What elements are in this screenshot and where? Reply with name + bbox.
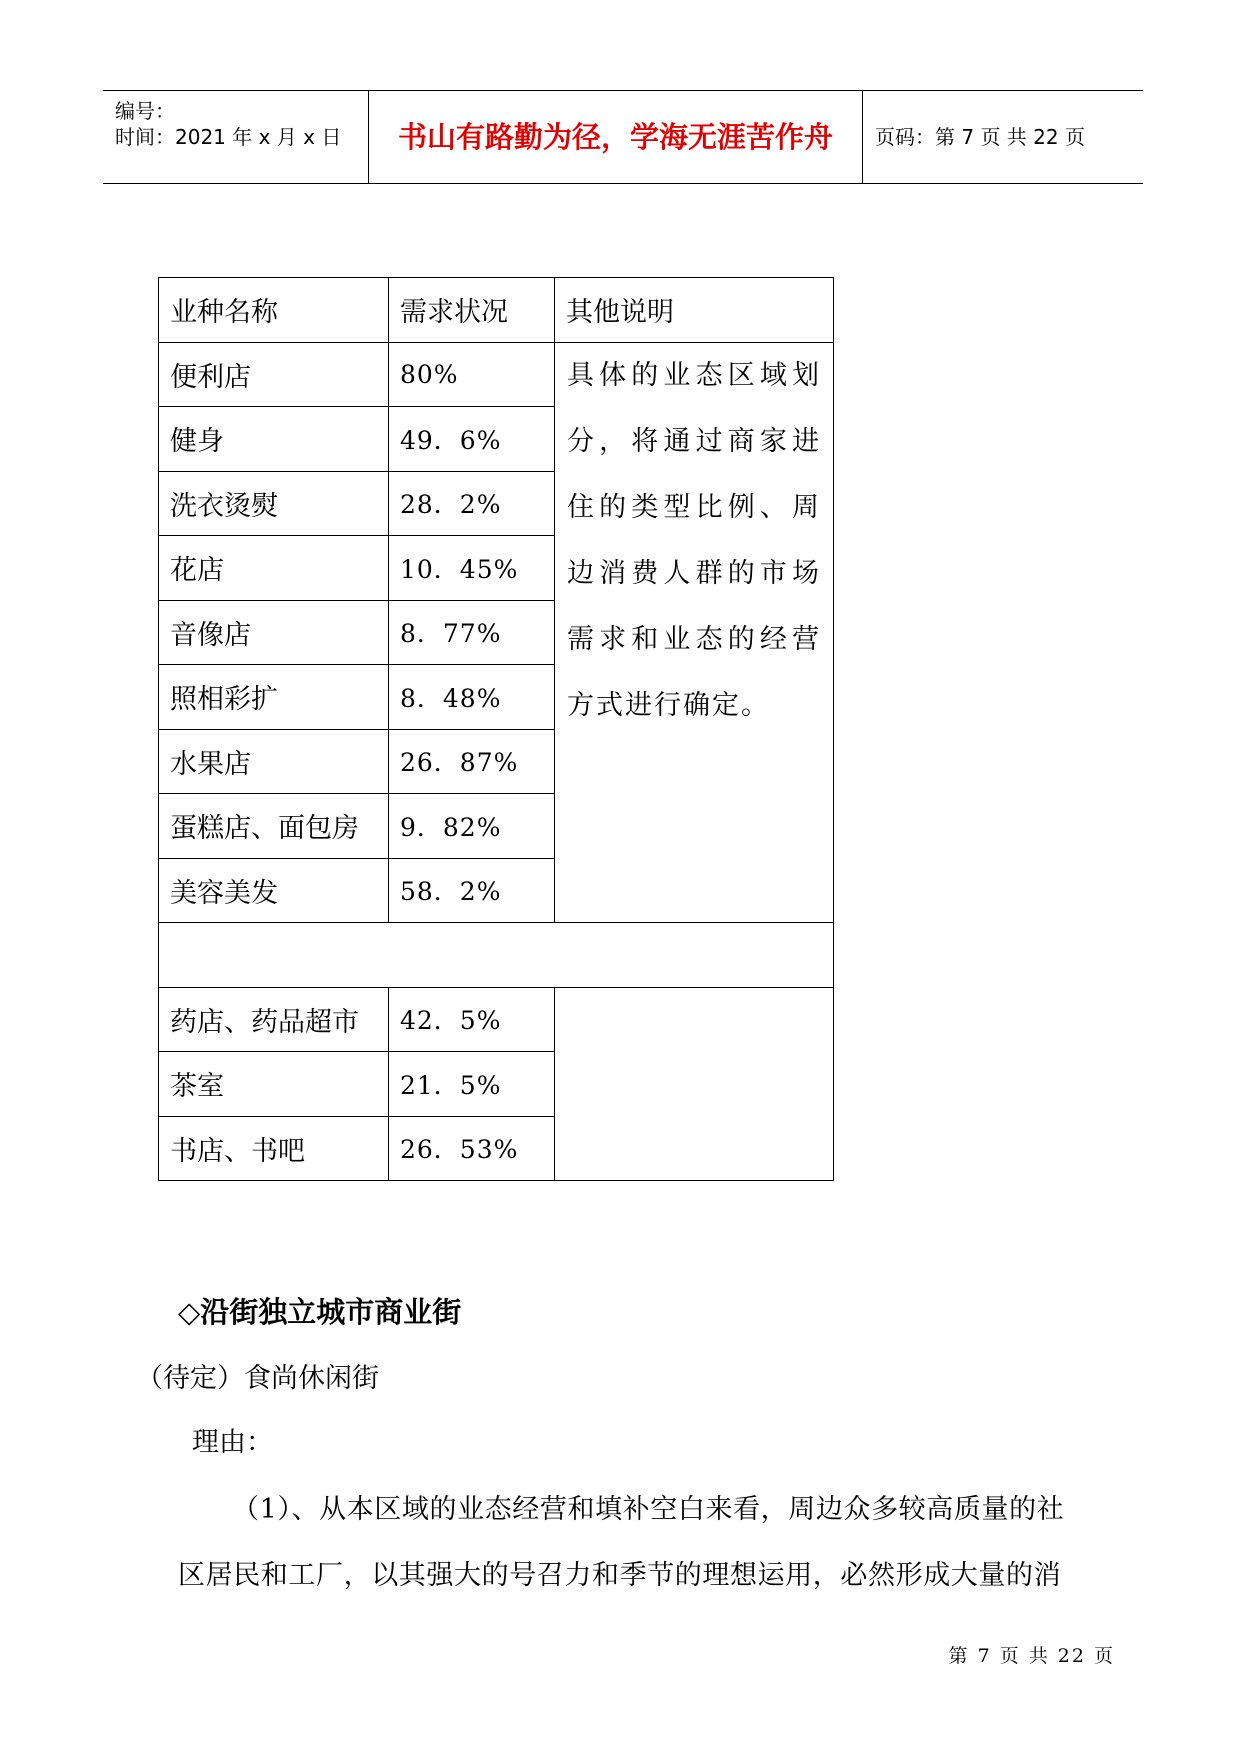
business-name: 茶室 bbox=[159, 1052, 389, 1117]
business-name: 便利店 bbox=[159, 342, 389, 407]
business-name: 水果店 bbox=[159, 729, 389, 794]
paragraph-line: 理由： bbox=[192, 1427, 273, 1458]
business-name: 花店 bbox=[159, 536, 389, 601]
demand-value: 49．6% bbox=[389, 407, 555, 472]
paragraph-line: （1）、从本区域的业态经营和填补空白来看，周边众多较高质量的社 bbox=[232, 1494, 1065, 1525]
empty-cell bbox=[159, 923, 834, 988]
table-empty-row bbox=[159, 923, 834, 988]
table-row bbox=[159, 342, 834, 407]
business-name: 音像店 bbox=[159, 600, 389, 665]
demand-value: 8．48% bbox=[389, 665, 555, 730]
demand-value: 10．45% bbox=[389, 536, 555, 601]
business-name: 健身 bbox=[159, 407, 389, 472]
header-cell: 需求状况 bbox=[389, 278, 555, 343]
header-number: 编号： bbox=[115, 99, 175, 123]
business-name: 书店、书吧 bbox=[159, 1116, 389, 1181]
demand-value: 42．5% bbox=[389, 987, 555, 1052]
business-name: 洗衣烫熨 bbox=[159, 471, 389, 536]
demand-value: 80% bbox=[389, 342, 555, 407]
page-footer: 第 7 页 共 22 页 bbox=[948, 1645, 1115, 1667]
demand-value: 28．2% bbox=[389, 471, 555, 536]
page-header bbox=[103, 90, 1143, 184]
business-demand-table bbox=[158, 277, 834, 1181]
demand-value: 58．2% bbox=[389, 858, 555, 923]
business-name: 美容美发 bbox=[159, 858, 389, 923]
demand-value: 26．53% bbox=[389, 1116, 555, 1181]
header-time: 时间：2021 年 x 月 x 日 bbox=[115, 125, 342, 149]
note-cell: 具体的业态区域划分，将通过商家进住的类型比例、周边消费人群的市场需求和业态的经营方式进行确定。 bbox=[555, 342, 834, 923]
paragraph-line: （待定）食尚休闲街 bbox=[136, 1363, 379, 1394]
table-header-row bbox=[159, 278, 834, 343]
demand-value: 26．87% bbox=[389, 729, 555, 794]
header-cell: 业种名称 bbox=[159, 278, 389, 343]
header-meta bbox=[103, 91, 369, 183]
empty-note-cell bbox=[555, 987, 834, 1181]
header-page-label: 页码：第 7 页 共 22 页 bbox=[875, 125, 1085, 149]
business-name: 照相彩扩 bbox=[159, 665, 389, 730]
demand-value: 21．5% bbox=[389, 1052, 555, 1117]
header-motto: 书山有路勤为径，学海无涯苦作舟 bbox=[369, 91, 863, 183]
header-cell: 其他说明 bbox=[555, 278, 834, 343]
demand-value: 9．82% bbox=[389, 794, 555, 859]
table-row bbox=[159, 987, 834, 1052]
business-name: 药店、药品超市 bbox=[159, 987, 389, 1052]
business-name: 蛋糕店、面包房 bbox=[159, 794, 389, 859]
section-title: ◇沿街独立城市商业街 bbox=[178, 1295, 462, 1329]
paragraph-line: 区居民和工厂，以其强大的号召力和季节的理想运用，必然形成大量的消 bbox=[178, 1560, 1062, 1591]
demand-value: 8．77% bbox=[389, 600, 555, 665]
